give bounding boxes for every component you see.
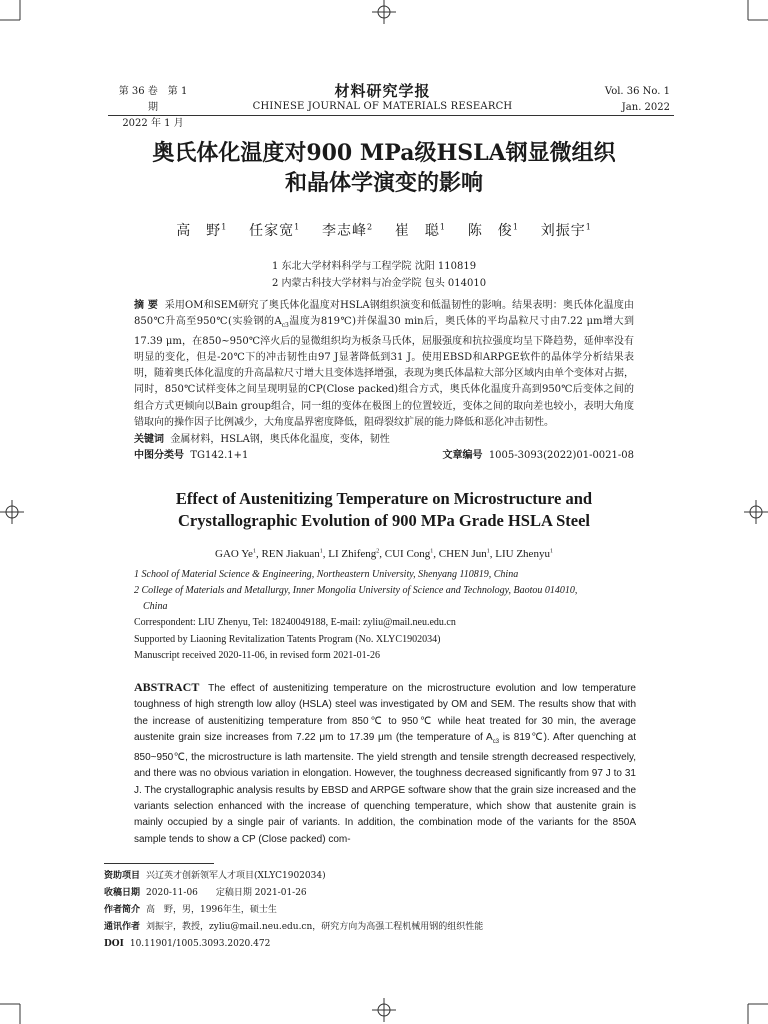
footnotes xyxy=(104,868,644,953)
header-volume-cn xyxy=(118,84,188,132)
header-volume-en xyxy=(598,84,670,116)
footnote-dates: 收稿日期 2020-11-06 定稿日期 2021-01-26 xyxy=(104,888,307,898)
author-en: CHEN Jun$^1$, xyxy=(438,548,496,560)
funding: Supported by Liaoning Revitalization Tatents Program (No. XLYC1902034) xyxy=(134,633,441,645)
crop-mark-top-right xyxy=(728,0,768,40)
keywords-text: 金属材料，HSLA钢，奥氏体化温度，变体，韧性 xyxy=(170,434,390,445)
abstract-cn-text: 采用OM和SEM研究了奥氏体化温度对HSLA钢组织演变和低温韧性的影响。结果表明：奥氏体化温度由850℃升高至950℃(实验钢的A xyxy=(134,300,634,328)
date-en: Jan. 2022 xyxy=(621,102,670,113)
affiliations-cn xyxy=(272,258,602,292)
affiliations-en xyxy=(134,567,639,615)
correspondence-block xyxy=(134,615,639,665)
abstract-cn xyxy=(134,298,634,431)
abstract-en-label: ABSTRACT xyxy=(134,680,200,694)
affiliation-cn: 2 内蒙古科技大学材料与冶金学院 包头 014010 xyxy=(272,278,487,289)
classification-value: TG142.1+1 xyxy=(190,450,249,461)
header-rule xyxy=(108,115,674,116)
author-en: REN Jiakuan$^1$, xyxy=(261,548,329,560)
registration-mark-right xyxy=(744,500,768,524)
abstract-en-text: The effect of austenitizing temperature on the microstructure evolution and low temperature toughness of high strength low alloy (HSLA) steel was investigated by OM and SEM. The results show that with the increase of austenitizing temperature from 850℃ to 950℃ while heat treated for 30 min, the average austenite grain size increases from 7.22 μm to 17.39 μm (the temperature of A xyxy=(134,683,636,743)
title-cn xyxy=(100,138,668,198)
title-cn-line2: 和晶体学演变的影响 xyxy=(284,170,483,196)
abstract-cn-label: 摘 要 xyxy=(134,300,158,311)
title-cn-line1: 奥氏体化温度对900 MPa级HSLA钢显微组织 xyxy=(152,140,616,166)
author-en: GAO Ye$^1$, xyxy=(215,548,262,560)
journal-name-cn: 材料研究学报 xyxy=(334,82,431,100)
author-cn: 任家宽$^1$ xyxy=(249,222,301,239)
author-en: LIU Zhenyu$^1$ xyxy=(495,548,553,560)
author-en: CUI Cong$^1$, xyxy=(384,548,439,560)
journal-name-en: CHINESE JOURNAL OF MATERIALS RESEARCH xyxy=(252,101,513,112)
footnote-doi: DOI 10.11901/1005.3093.2020.472 xyxy=(104,939,271,949)
abstract-en-subscript: c3 xyxy=(492,738,500,745)
abstract-cn-subscript: c3 xyxy=(281,322,289,330)
article-number: 文章编号 1005-3093(2022)01-0021-08 xyxy=(442,450,634,461)
author-cn: 刘振宇$^1$ xyxy=(540,222,592,239)
received-date: Manuscript received 2020-11-06, in revised form 2021-01-26 xyxy=(134,650,380,661)
volume-issue-cn: 第 36 卷 第 1 期 xyxy=(118,86,188,113)
registration-mark-bottom xyxy=(372,998,396,1022)
abstract-en xyxy=(134,679,636,848)
affiliation-en-2-cont: China xyxy=(143,601,168,612)
registration-mark-top xyxy=(372,0,396,24)
journal-masthead xyxy=(230,82,535,114)
keywords-label: 关键词 xyxy=(134,434,164,445)
abstract-en-text-cont: is 819℃). After quenching at 850~950℃, the microstructure is lath martensite. The yield strength and tensile strength decreased respectively, and there was no obvious variation in elongation. However, the toughness decreased significantly from 97 J to 31 J. The crystallographic analysis results by EBSD and ARPGE software show that the grain size increased and the variants selection enhanced with the increase of quenching temperature, which show that austenite grain is mainly occupied by a single pair of variants. In addition, the combination mode of the variants for the 850A sample tends to show a CP (Close packed) com- xyxy=(134,731,637,845)
footnote-corresponding: 通讯作者 刘振宇，教授，zyliu@mail.neu.edu.cn，研究方向为高强工程机械用钢的组织性能 xyxy=(104,922,484,932)
author-cn: 李志峰$^2$ xyxy=(322,222,374,239)
date-cn: 2022 年 1 月 xyxy=(122,118,184,129)
footnote-rule xyxy=(104,863,214,864)
affiliation-en-1: 1 School of Material Science & Engineering, Northeastern University, Shenyang 110819, China xyxy=(134,569,519,580)
abstract-cn-text-cont: 温度为819℃)并保温30 min后，奥氏体的平均晶粒尺寸由7.22 μm增大到17.39 μm，在850~950℃淬火后的显微组织均为板条马氏体，屈服强度和抗拉强度均呈下降趋势，延伸率没有明显的变化，但是-20℃下的冲击韧性由97 J显著降低到31 J。使用EBSD和ARPGE软件的晶体学分析结果表明，随着奥氏体化温度的升高晶粒尺寸增大且变体选择增强，表现为奥氏体晶粒大部分区域内由单个变体对占据，同时，850℃试样变体之间呈现明显的CP(Close packed)组合方式，奥氏体化温度升高到950℃后变体之间的组合方式更倾向以Bain group组合，同一组的变体在极图上的位置较近，变体之间的取向差也较小，表明大角度错取向的操作因子比例减少，大角度晶界密度降低，阻碍裂纹扩展的能力降低和恶化冲击韧性。 xyxy=(134,316,635,428)
affiliation-en-2: 2 College of Materials and Metallurgy, Inner Mongolia University of Science and Technology, Baotou 014010, xyxy=(134,585,578,596)
authors-en xyxy=(120,548,648,560)
crop-mark-bottom-left xyxy=(0,984,40,1024)
author-cn: 陈 俊$^1$ xyxy=(467,222,519,239)
author-en: LI Zhifeng$^2$, xyxy=(328,548,385,560)
volume-issue-en: Vol. 36 No. 1 xyxy=(604,86,670,97)
footnote-funding: 资助项目 兴辽英才创新领军人才项目(XLYC1902034) xyxy=(104,871,326,881)
title-en-line2: Crystallographic Evolution of 900 MPa Grade HSLA Steel xyxy=(177,511,591,530)
correspondent: Correspondent: LIU Zhenyu, Tel: 18240049188, E-mail: zyliu@mail.neu.edu.cn xyxy=(134,617,456,628)
registration-mark-left xyxy=(0,500,24,524)
crop-mark-top-left xyxy=(0,0,40,40)
affiliation-cn: 1 东北大学材料科学与工程学院 沈阳 110819 xyxy=(272,261,477,272)
authors-cn xyxy=(120,220,648,240)
crop-mark-bottom-right xyxy=(728,984,768,1024)
title-en-line1: Effect of Austenitizing Temperature on Microstructure and xyxy=(175,489,593,508)
keywords-cn xyxy=(134,432,634,448)
meta-cn xyxy=(134,432,634,464)
author-cn: 高 野$^1$ xyxy=(176,222,228,239)
classification-row xyxy=(134,448,634,464)
title-en xyxy=(110,488,658,532)
author-cn: 崔 聪$^1$ xyxy=(394,222,446,239)
footnote-author-bio: 作者简介 高 野，男，1996年生，硕士生 xyxy=(104,905,277,915)
classification-label: 中图分类号 xyxy=(134,450,184,461)
